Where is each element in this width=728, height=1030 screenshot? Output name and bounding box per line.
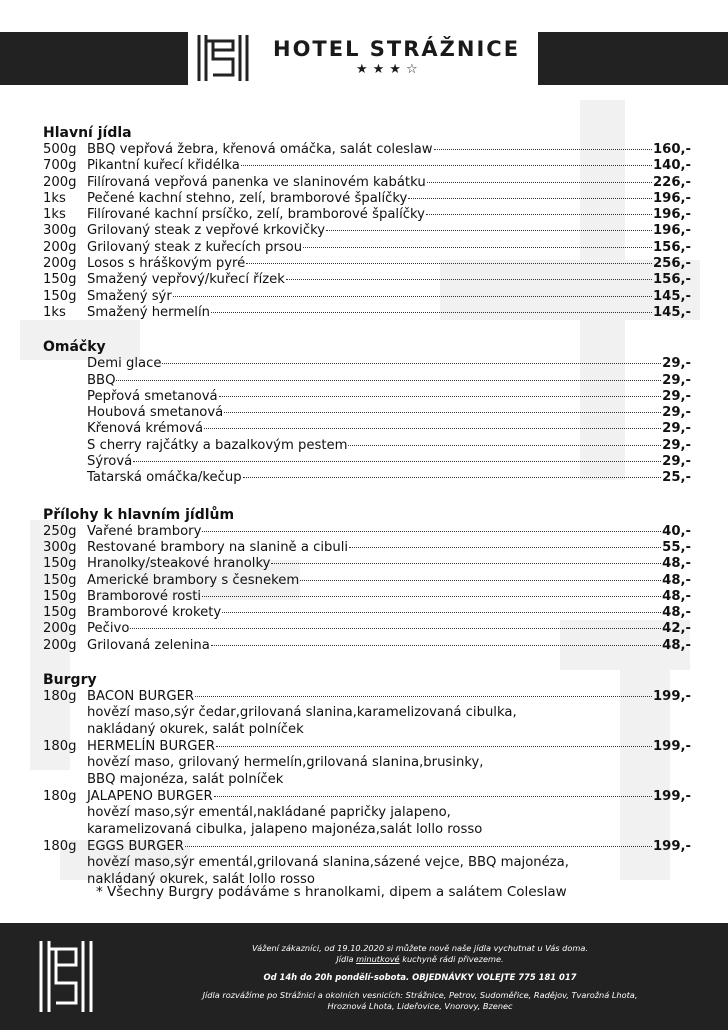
item-price: 29,- — [662, 372, 691, 388]
dot-leader — [195, 696, 652, 697]
menu-item — [43, 191, 691, 207]
burger-footnote: * Všechny Burgry podáváme s hranolkami, dipem a salátem Coleslaw — [96, 884, 567, 900]
item-quantity: 300g — [43, 539, 77, 555]
burger-description: nakládaný okurek, salát lollo rosso — [87, 871, 315, 887]
item-price: 160,- — [652, 142, 691, 157]
item-price: 140,- — [652, 158, 691, 174]
dot-leader — [185, 846, 652, 847]
item-price: 29,- — [662, 421, 691, 437]
section-rows — [43, 142, 691, 321]
item-name: Smažený vepřový/kuřecí řízek — [87, 272, 285, 288]
menu-item — [43, 240, 691, 256]
dot-leader — [133, 461, 661, 462]
item-price: 48,- — [662, 637, 691, 653]
item-name: Americké brambory s česnekem — [87, 572, 300, 588]
item-price: 199,- — [652, 838, 691, 854]
footer-line-2-underlined: minutkové — [356, 954, 400, 964]
item-price: 156,- — [652, 239, 691, 255]
item-price: 196,- — [652, 223, 691, 239]
item-quantity: 180g — [43, 788, 77, 804]
menu-item — [43, 373, 691, 389]
menu-item — [43, 356, 691, 372]
burger-description: BBQ majonéza, salát polníček — [87, 772, 284, 787]
section-burgers — [43, 671, 691, 889]
item-quantity: 200g — [43, 637, 77, 653]
dot-leader — [303, 247, 652, 248]
item-name: Demi glace — [87, 356, 162, 372]
item-name: Hranolky/steakové hranolky — [87, 556, 271, 572]
item-name: Pikantní kuřecí křidélka — [87, 158, 240, 174]
dot-leader — [243, 477, 662, 478]
item-name: Filírované kachní prsíčko, zelí, bramborové špalíčky — [87, 207, 425, 223]
menu-item — [43, 589, 691, 605]
hotel-stars: ★★★☆ — [356, 62, 423, 77]
item-quantity: 150g — [43, 572, 77, 588]
item-name: Pepřová smetanová — [87, 388, 218, 404]
item-name: JALAPENO BURGER — [87, 788, 213, 804]
item-price: 256,- — [652, 256, 691, 272]
item-name: BBQ vepřová žebra, křenová omáčka, salát coleslaw — [87, 142, 433, 157]
menu-item — [43, 207, 691, 223]
dot-leader — [202, 531, 661, 532]
menu-item — [43, 421, 691, 437]
item-price: 29,- — [662, 388, 691, 404]
dot-leader — [173, 296, 652, 297]
dot-leader — [434, 149, 652, 150]
menu-item — [43, 289, 691, 305]
hotel-logo-icon — [38, 939, 94, 1014]
item-name: Pečivo — [87, 621, 130, 637]
item-name: Sýrová — [87, 454, 133, 470]
section-mains — [43, 124, 691, 321]
item-quantity: 200g — [43, 256, 77, 272]
burger-description: nakládaný okurek, salát polníček — [87, 722, 304, 738]
item-quantity: 180g — [43, 738, 77, 754]
menu-item — [43, 389, 691, 405]
item-price: 199,- — [652, 689, 691, 705]
item-name: Smažený hermelín — [87, 304, 210, 320]
item-price: 199,- — [652, 788, 691, 804]
item-quantity: 500g — [43, 142, 77, 157]
item-name: Křenová krémová — [87, 421, 204, 437]
item-name: Grilovaný steak z kuřecích prsou — [87, 239, 303, 255]
item-price: 29,- — [662, 437, 691, 453]
dot-leader — [216, 746, 652, 747]
item-price: 145,- — [652, 288, 691, 304]
burger-description: karamelizovaná cibulka, jalapeno majonéza,salát lollo rosso — [87, 821, 483, 837]
item-quantity: 1ks — [43, 190, 66, 206]
item-quantity: 150g — [43, 272, 77, 288]
dot-leader — [162, 363, 661, 364]
footer-delivery-line-2: Hroznová Lhota, Lideřovice, Vnorovy, Bzenec — [327, 1001, 513, 1011]
menu-item — [43, 621, 691, 637]
dot-leader — [202, 596, 661, 597]
dot-leader — [219, 396, 662, 397]
footer-delivery-line-1: Jídla rozvážíme po Strážnici a okolních vesnicích: Strážnice, Petrov, Sudoměřice, Radějov, Tvarožná Lhota, — [202, 990, 638, 1000]
item-quantity: 250g — [43, 523, 77, 539]
dot-leader — [214, 796, 652, 797]
item-price: 199,- — [652, 738, 691, 754]
dot-leader — [427, 182, 652, 183]
hotel-name: HOTEL STRÁŽNICE — [273, 37, 521, 61]
menu-item — [43, 256, 691, 272]
hotel-logo-icon — [195, 32, 251, 84]
item-quantity: 180g — [43, 689, 77, 705]
menu-item — [43, 272, 691, 288]
footer-line-1: Vážení zákazníci, od 19.10.2020 si můžete nově naše jídla vychutnat u Vás doma. — [252, 943, 588, 953]
item-price: 145,- — [652, 304, 691, 320]
menu-item — [43, 175, 691, 191]
item-name: Restované brambory na slanině a cibuli — [87, 539, 349, 555]
dot-leader — [300, 580, 661, 581]
dot-leader — [426, 214, 652, 215]
header-bar-left — [0, 32, 188, 85]
section-rows — [43, 689, 691, 889]
burger-description: hovězí maso,sýr čedar,grilovaná slanina,karamelizovaná cibulka, — [87, 705, 517, 721]
item-quantity: 200g — [43, 239, 77, 255]
item-price: 42,- — [662, 621, 691, 637]
menu-item — [43, 573, 691, 589]
dot-leader — [349, 547, 661, 548]
menu-item — [43, 540, 691, 556]
section-rows — [43, 524, 691, 654]
dot-leader — [348, 445, 661, 446]
item-quantity: 150g — [43, 605, 77, 621]
item-price: 196,- — [652, 207, 691, 223]
item-quantity: 150g — [43, 556, 77, 572]
dot-leader — [211, 645, 661, 646]
item-price: 226,- — [652, 174, 691, 190]
item-quantity: 700g — [43, 158, 77, 174]
dot-leader — [241, 165, 652, 166]
burger-row — [43, 689, 691, 705]
dot-leader — [204, 428, 661, 429]
item-name: EGGS BURGER — [87, 838, 184, 854]
menu-item — [43, 142, 691, 158]
item-price: 196,- — [652, 190, 691, 206]
menu-item — [43, 305, 691, 321]
item-price: 55,- — [662, 539, 691, 555]
item-name: Vařené brambory — [87, 523, 202, 539]
item-price: 29,- — [662, 405, 691, 421]
item-price: 40,- — [662, 523, 691, 539]
item-name: Tatarská omáčka/kečup — [87, 470, 242, 486]
item-price: 48,- — [662, 572, 691, 588]
item-quantity: 200g — [43, 174, 77, 190]
burger-row — [43, 739, 691, 755]
section-title: Přílohy k hlavním jídlům — [43, 506, 235, 523]
footer — [0, 923, 728, 1030]
item-quantity: 200g — [43, 621, 77, 637]
menu-item — [43, 158, 691, 174]
item-quantity: 1ks — [43, 207, 66, 223]
item-name: Bramborové krokety — [87, 605, 222, 621]
item-price: 25,- — [662, 470, 691, 486]
item-name: BBQ — [87, 372, 116, 388]
item-price: 29,- — [662, 454, 691, 470]
item-quantity: 150g — [43, 288, 77, 304]
section-rows — [43, 356, 691, 486]
dot-leader — [408, 198, 652, 199]
item-name: Bramborové rosti — [87, 588, 202, 604]
section-sauces — [43, 338, 691, 486]
item-quantity: 1ks — [43, 304, 66, 320]
section-title: Omáčky — [43, 339, 106, 356]
item-quantity: 150g — [43, 588, 77, 604]
dot-leader — [224, 412, 661, 413]
menu-item — [43, 638, 691, 654]
menu-item — [43, 524, 691, 540]
dot-leader — [211, 312, 652, 313]
item-name: Smažený sýr — [87, 288, 172, 304]
item-name: Losos s hráškovým pyré — [87, 256, 246, 272]
item-price: 156,- — [652, 272, 691, 288]
item-price: 48,- — [662, 605, 691, 621]
item-name: Grilovaný steak z vepřové krkovičky — [87, 223, 326, 239]
section-sides — [43, 506, 691, 654]
header-bar-right — [538, 32, 728, 85]
dot-leader — [286, 279, 652, 280]
menu-item — [43, 470, 691, 486]
footer-line-2 — [150, 954, 690, 965]
footer-line-2-b: kuchyně rádi přivezeme. — [399, 954, 504, 964]
item-name: Grilovaná zelenina — [87, 637, 210, 653]
item-quantity: 300g — [43, 223, 77, 239]
section-title: Burgry — [43, 672, 97, 689]
menu-item — [43, 454, 691, 470]
menu-item — [43, 605, 691, 621]
menu-item — [43, 223, 691, 239]
burger-description: hovězí maso,sýr ementál,grilovaná slanina,sázené vejce, BBQ majonéza, — [87, 854, 569, 870]
item-name: Houbová smetanová — [87, 405, 224, 421]
dot-leader — [271, 563, 661, 564]
menu-item — [43, 556, 691, 572]
dot-leader — [116, 380, 661, 381]
item-name: Pečené kachní stehno, zelí, bramborové špalíčky — [87, 190, 408, 206]
footer-line-2-a: Jídla — [336, 954, 357, 964]
item-price: 48,- — [662, 556, 691, 572]
footer-order-line: Od 14h do 20h pondělí-sobota. OBJEDNÁVKY VOLEJTE 775 181 017 — [263, 972, 577, 982]
menu-list — [43, 124, 691, 889]
menu-item — [43, 405, 691, 421]
dot-leader — [326, 230, 652, 231]
item-price: 48,- — [662, 588, 691, 604]
dot-leader — [130, 628, 661, 629]
burger-description: hovězí maso, grilovaný hermelín,grilovaná slanina,brusinky, — [87, 755, 484, 771]
item-name: HERMELÍN BURGER — [87, 738, 215, 754]
item-name: Filírovaná vepřová panenka ve slaninovém kabátku — [87, 174, 426, 190]
dot-leader — [222, 612, 661, 613]
section-title: Hlavní jídla — [43, 125, 132, 141]
item-quantity: 180g — [43, 838, 77, 854]
item-name: BACON BURGER — [87, 689, 195, 705]
item-price: 29,- — [662, 356, 691, 372]
burger-row — [43, 839, 691, 855]
menu-item — [43, 438, 691, 454]
dot-leader — [246, 263, 652, 264]
item-name: S cherry rajčátky a bazalkovým pestem — [87, 437, 348, 453]
burger-description: hovězí maso,sýr ementál,nakládané papričky jalapeno, — [87, 805, 451, 821]
burger-row — [43, 789, 691, 805]
